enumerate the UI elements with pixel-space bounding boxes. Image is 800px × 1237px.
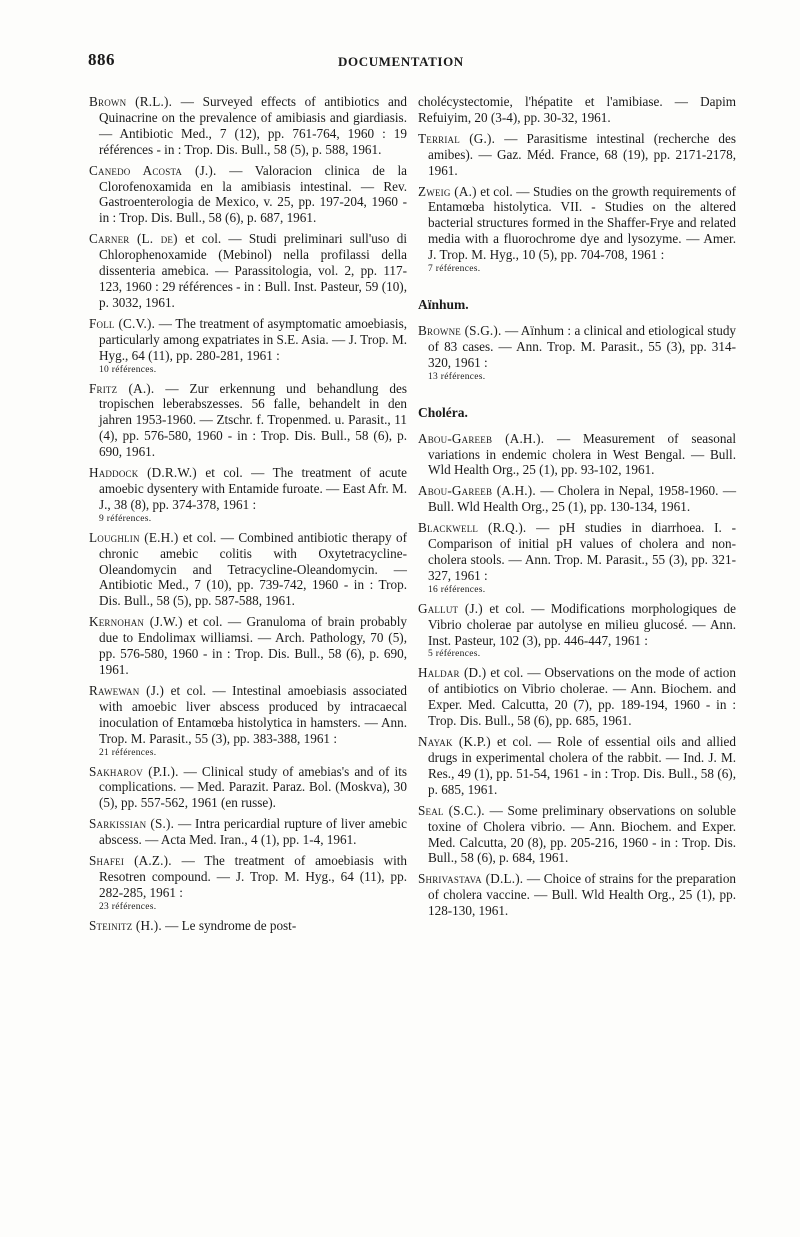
entry-reference-count: 10 références. <box>99 364 157 375</box>
bibliography-entry <box>89 163 407 227</box>
entry-text: et col. — Combined antibiotic therapy of chronic amebic colitis with Oxytetracycline-Oleandomycin and Tetracycline-Oleandomycin. — Antibiotic Med., 7 (10), pp. 739-742, 1960 - in : Trop. Dis. Bull., 58 (5), pp. 587-588, 1961. <box>99 529 407 609</box>
entry-author: Brown (R.L.). <box>89 94 173 109</box>
entry-author: Foll (C.V.). <box>89 315 156 331</box>
entry-author: Kernohan (J.W.) <box>89 614 183 630</box>
bibliography-entry <box>418 323 736 383</box>
bibliography-entry <box>89 816 407 848</box>
entry-body <box>89 816 407 848</box>
bibliography-entry <box>418 871 736 919</box>
section-heading-ainhum: Aïnhum. <box>418 297 469 313</box>
entry-author: Terrial (G.). <box>418 130 496 146</box>
bibliography-entry <box>418 601 736 661</box>
entry-text: — Zur erkennung und behandlung des tropischen leberabszesses. 56 falle, behandelt in den jahren 1953-1960. — Ztschr. f. Tropenmed. u. Parasit., 11 (4), pp. 576-580, 1960 - in : Trop. Dis. Bull., 58 (6), p. 690, 1961. <box>99 380 407 460</box>
entries-group-a <box>418 131 736 275</box>
entry-body <box>89 683 407 747</box>
bibliography-entry <box>89 94 407 158</box>
page-header <box>88 50 728 72</box>
entry-reference-count: 9 références. <box>99 513 152 524</box>
entry-author: Nayak (K.P.) <box>418 734 491 750</box>
entry-text: et col. — Role of essential oils and allied drugs in experimental cholera of the rabbit. — Ind. J. M. Res., 49 (1), pp. 51-54, 1961 - in : Trop. Dis. Bull., 58 (6), p. 685, 1961. <box>428 734 736 797</box>
entry-text: — Intra pericardial rupture of liver amebic abscess. — Acta Med. Iran., 4 (1), pp. 1-4, 1961. <box>99 816 407 848</box>
entry-text: et col. — Studi preliminari sull'uso di Chlorophenoxamide (Mebinol) nella profilassi della dissenteria amebica. — Parassitologia, vol. 2, pp. 117-123, 1960 : 29 références - in : Bull. Inst. Pasteur, 59 (10), p. 3032, 1961. <box>99 231 408 310</box>
bibliography-entry <box>89 381 407 461</box>
entry-text: — Cholera in Nepal, 1958-1960. — Bull. Wld Health Org., 25 (1), pp. 130-134, 1961. <box>428 483 737 515</box>
entry-body <box>89 465 407 513</box>
entries-group-c <box>418 431 736 919</box>
entry-author: Abou-Gareeb (A.H.). <box>418 430 545 446</box>
entry-text: — Valoracion clinica de la Clorofenoxamida en la amibiasis intestinal. — Rev. Gastroenterologia de Mexico, v. 25, pp. 197-204, 1960 - in : Trop. Dis. Bull., 58 (6), p. 687, 1961. <box>99 162 408 226</box>
entry-author: Sakharov (P.I.). <box>89 763 179 779</box>
entry-author: Browne (S.G.). <box>418 322 502 338</box>
entry-text: cholécystectomie, l'hépatite et l'amibiase. — Dapim Refuiyim, 20 (3-4), pp. 30-32, 1961. <box>418 94 736 125</box>
entry-author: Abou-Gareeb (A.H.). <box>418 483 536 499</box>
entry-body <box>89 316 407 364</box>
entry-text: — The treatment of asymptomatic amoebiasis, particularly among expatriates in S.E. Asia. — J. Trop. M. Hyg., 64 (11), pp. 280-281, 1961 : <box>99 315 408 363</box>
running-title: DOCUMENTATION <box>338 54 464 69</box>
bibliography-entry <box>89 614 407 678</box>
entry-author: Rawewan (J.) <box>89 682 165 698</box>
entry-author: Canedo Acosta (J.). <box>89 162 217 178</box>
entry-body <box>418 431 736 479</box>
entry-reference-count: 23 références. <box>99 901 157 912</box>
bibliography-entry <box>418 431 736 479</box>
bibliography-entry <box>89 853 407 913</box>
entry-reference-count: 13 références. <box>428 371 486 382</box>
entry-text: — Choice of strains for the preparation of cholera vaccine. — Bull. Wld Health Org., 25 (1), pp. 128-130, 1961. <box>428 871 737 919</box>
entry-body <box>418 184 736 264</box>
left-column <box>89 94 407 939</box>
entry-author: Sarkissian (S.). <box>89 816 175 832</box>
entry-text: — Measurement of seasonal variations in endemic cholera in West Bengal. — Bull. Wld Health Org., 25 (1), pp. 93-102, 1961. <box>428 430 736 478</box>
entry-reference-count: 7 références. <box>428 264 481 275</box>
bibliography-entry <box>418 734 736 798</box>
bibliography-entry <box>89 764 407 812</box>
entry-body <box>89 163 407 227</box>
entry-body <box>89 853 407 901</box>
entry-text: — Aïnhum : a clinical and etiological study of 83 cases. — Ann. Trop. M. Parasit., 55 (3), pp. 314-320, 1961 : <box>428 322 737 370</box>
entry-reference-count: 16 références. <box>428 584 486 595</box>
entry-author: Gallut (J.) <box>418 600 483 616</box>
entry-body <box>418 483 736 515</box>
bibliography-entry <box>418 184 736 276</box>
entry-author: Fritz (A.). <box>89 380 155 396</box>
bibliography-entry <box>418 483 736 515</box>
entry-body <box>89 764 407 812</box>
entry-author: Loughlin (E.H.) <box>89 529 179 545</box>
entry-text: — Surveyed effects of antibiotics and Quinacrine on the prevalence of amibiasis and giardiasis. — Antibiotic Med., 7 (12), pp. 761-764, 1960 : 19 références - in : Trop. Dis. Bull., 58 (5), p. 588, 1961. <box>99 94 407 157</box>
entry-reference-count: 5 références. <box>428 649 481 660</box>
entry-text: et col. — Intestinal amoebiasis associated with amoebic liver abscess produced by intracaecal inoculation of Entamœba histolytica in hamsters. — Ann. Trop. M. Parasit., 55 (3), pp. 383-388, 1961 : <box>99 682 407 746</box>
page-number: 886 <box>88 50 115 69</box>
entry-text: — Parasitisme intestinal (recherche des amibes). — Gaz. Méd. France, 68 (19), pp. 2171-2178, 1961. <box>428 130 737 178</box>
entry-body <box>89 231 407 311</box>
entry-author: Carner (L. de) <box>89 231 178 247</box>
bibliography-entry <box>418 131 736 179</box>
entries-group-b <box>418 323 736 383</box>
bibliography-entry <box>418 665 736 729</box>
entry-body <box>418 734 736 798</box>
entry-body <box>89 614 407 678</box>
bibliography-entry <box>89 683 407 759</box>
entry-body <box>418 601 736 649</box>
entry-author: Shafei (A.Z.). <box>89 853 172 869</box>
entry-author: Zweig (A.) <box>418 183 477 199</box>
entry-reference-count: 21 références. <box>99 747 157 758</box>
right-column <box>418 94 736 924</box>
section-heading-cholera: Choléra. <box>418 404 468 420</box>
entry-text: — Some preliminary observations on soluble toxine of Cholera vibrio. — Ann. Biochem. and Exper. Med. Calcutta, 20 (8), pp. 205-216, 1960 - in : Trop. Dis. Bull., 58 (6), p. 684, 1961. <box>428 802 737 866</box>
entry-author: Haldar (D.) <box>418 665 487 681</box>
entry-author: Steinitz (H.). <box>89 917 162 933</box>
bibliography-entry <box>89 316 407 376</box>
entry-author: Blackwell (R.Q.). <box>418 520 527 536</box>
bibliography-entry <box>89 231 407 311</box>
bibliography-entry <box>89 465 407 525</box>
entry-text: et col. — Modifications morphologiques de Vibrio cholerae par autolyse en milieu glucosé. — Ann. Inst. Pasteur, 102 (3), pp. 446-447, 1961 : <box>428 600 737 648</box>
entry-body <box>418 131 736 179</box>
entry-body <box>89 530 407 610</box>
entry-author: Shrivastava (D.L.). <box>418 871 524 887</box>
entry-body <box>418 665 736 729</box>
entry-text: et col. — Studies on the growth requirements of Entamœba histolytica. VII. - Studies on the altered bacterial structures formed in the Shaffer-Frye and related media with a fluorochrome dye and lysozyme. — Amer. J. Trop. M. Hyg., 10 (5), pp. 704-708, 1961 : <box>428 183 737 263</box>
entry-body <box>418 520 736 584</box>
entry-body <box>89 381 407 461</box>
entry-body <box>418 871 736 919</box>
entry-text: — The treatment of amoebiasis with Resotren compound. — J. Trop. M. Hyg., 64 (11), pp. 282-285, 1961 : <box>99 853 407 900</box>
entry-text: — Clinical study of amebias's and of its complications. — Med. Parazit. Paraz. Bol. (Moskva), 30 (5), pp. 557-562, 1961 (en russe). <box>99 763 407 811</box>
entry-author: Seal (S.C.). <box>418 802 485 818</box>
entry-text: et col. — Observations on the mode of action of antibiotics on Vibrio cholerae. — Ann. Biochem. and Exper. Med. Calcutta, 20 (7), pp. 189-194, 1960 - in : Trop. Dis. Bull., 58 (6), pp. 685, 1961. <box>428 665 736 729</box>
entry-text: et col. — Granuloma of brain probably due to Endolimax williamsi. — Arch. Pathology, 70 (5), pp. 576-580, 1960 - in : Trop. Dis. Bull., 58 (6), p. 690, 1961. <box>99 614 407 677</box>
bibliography-entry <box>89 918 407 934</box>
entry-text: — pH studies in diarrhoea. I. - Comparison of initial pH values of cholera and non-cholera stools. — Ann. Trop. M. Parasit., 55 (3), pp. 321-327, 1961 : <box>428 520 736 583</box>
entry-body <box>418 803 736 867</box>
bibliography-entry <box>418 520 736 596</box>
entry-text: et col. — The treatment of acute amoebic dysentery with Entamide furoate. — East Afr. M. J., 38 (8), pp. 374-378, 1961 : <box>99 465 408 512</box>
entry-body <box>89 94 407 158</box>
entry-author: Haddock (D.R.W.) <box>89 465 197 481</box>
bibliography-entry <box>89 530 407 610</box>
entry-body <box>418 323 736 371</box>
continued-entry <box>418 94 736 126</box>
entry-body <box>89 918 407 934</box>
bibliography-entry <box>418 803 736 867</box>
entry-text: — Le syndrome de post- <box>165 917 297 933</box>
